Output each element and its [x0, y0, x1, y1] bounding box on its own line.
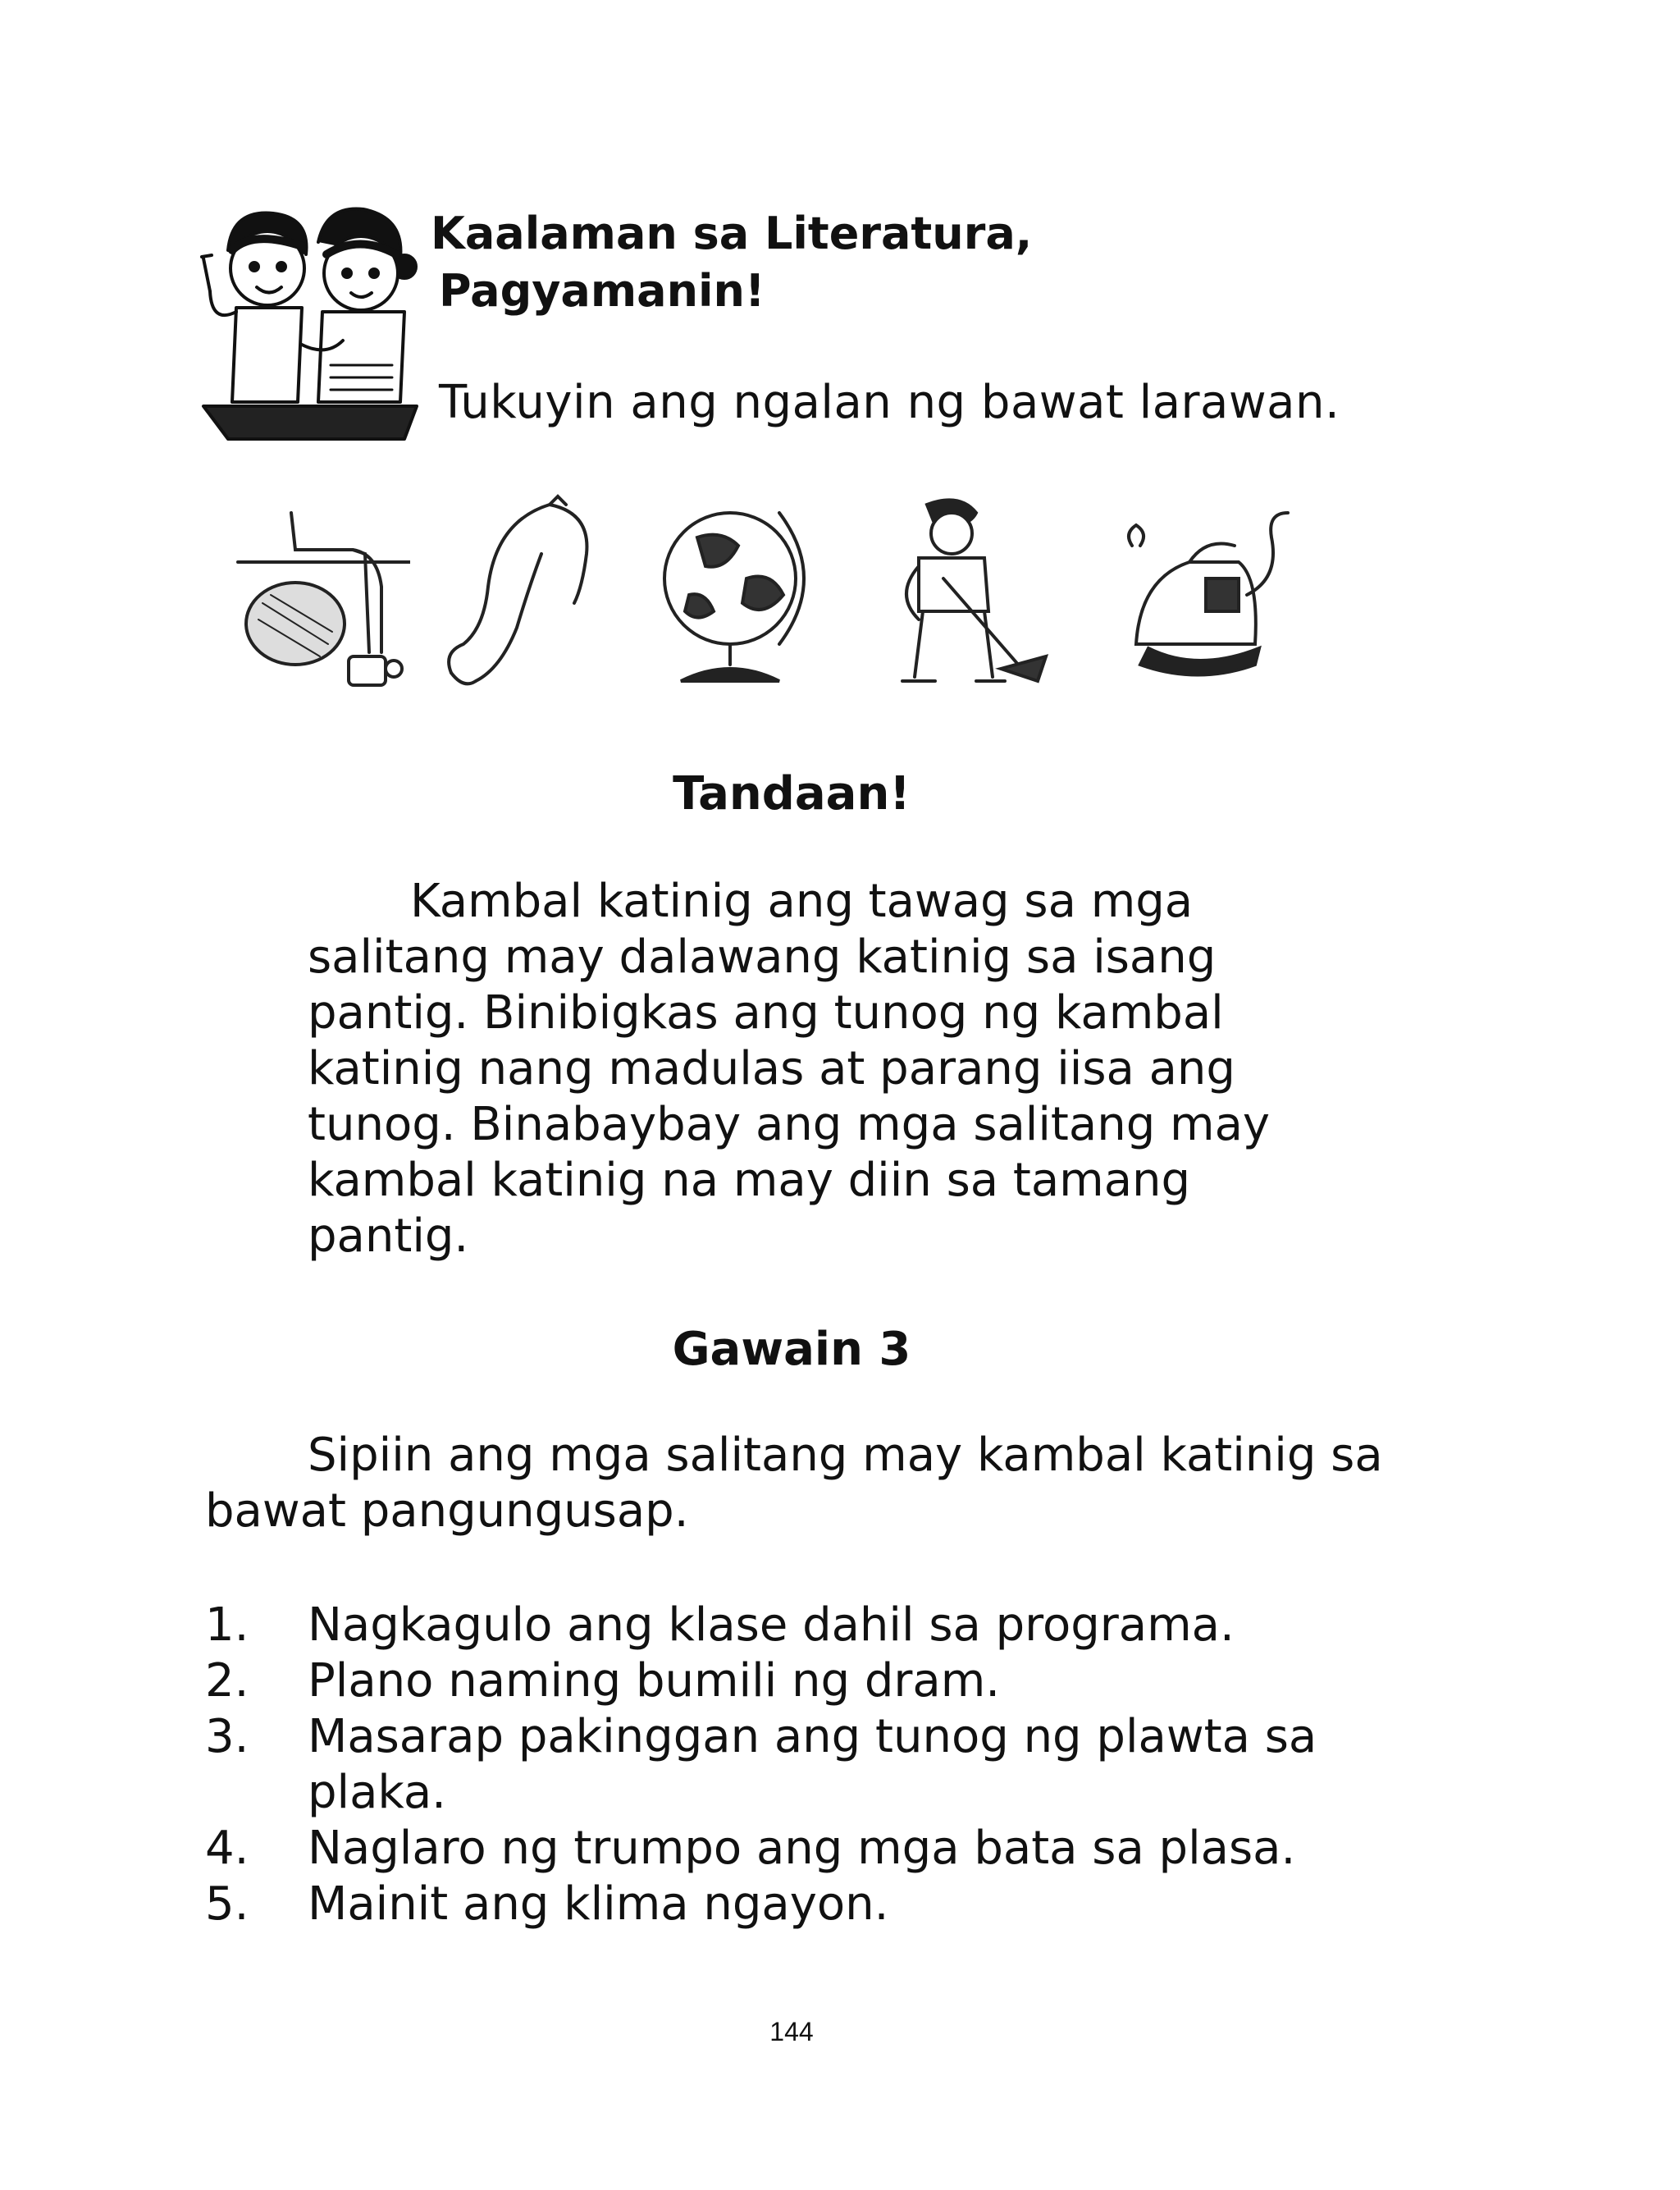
page-number: 144: [769, 2017, 814, 2046]
tandaan-line: pantig. Binibigkas ang tunog ng kambal: [308, 986, 1224, 1040]
item-number: 1.: [205, 1598, 249, 1652]
exercise-list: [205, 1598, 1317, 1932]
item-text: Mainit ang klima ngayon.: [308, 1877, 889, 1931]
item-number: 3.: [205, 1710, 249, 1763]
item-number: 2.: [205, 1654, 249, 1708]
gawain-instruction-line: Sipiin ang mga salitang may kambal katinig sa: [308, 1429, 1383, 1482]
tandaan-line: Kambal katinig ang tawag sa mga: [410, 875, 1194, 928]
tandaan-line: salitang may dalawang katinig sa isang: [308, 930, 1217, 984]
list-item: [205, 1598, 1317, 1653]
item-text: Nagkagulo ang klase dahil sa programa.: [308, 1598, 1235, 1652]
tandaan-line: pantig.: [308, 1209, 469, 1263]
item-text: Plano naming bumili ng dram.: [308, 1654, 1001, 1708]
plantsa-icon: [1116, 488, 1296, 693]
braso-icon: [427, 488, 607, 693]
list-item: [205, 1709, 1317, 1821]
list-item: [205, 1877, 1317, 1932]
item-text: Naglaro ng trumpo ang mga bata sa plasa.: [308, 1822, 1296, 1875]
globo-icon: [648, 488, 829, 693]
gawain-instruction: [205, 1428, 1383, 1539]
list-item: [205, 1653, 1317, 1709]
item-text: Masarap pakinggan ang tunog ng plawta sa: [308, 1710, 1317, 1763]
item-text: plaka.: [308, 1766, 446, 1819]
list-item: [205, 1821, 1317, 1877]
gawain-heading: Gawain 3: [672, 1323, 911, 1376]
tandaan-heading: Tandaan!: [673, 767, 911, 821]
walis-icon: [870, 488, 1050, 693]
item-number: 5.: [205, 1877, 249, 1931]
tandaan-paragraph: [308, 874, 1270, 1264]
tandaan-line: katinig nang madulas at parang iisa ang: [308, 1042, 1235, 1095]
item-number: 4.: [205, 1822, 249, 1875]
section-title-line2: Pagyamanin!: [439, 265, 765, 317]
gawain-instruction-line: bawat pangungusap.: [205, 1484, 689, 1538]
tandaan-line: tunog. Binabaybay ang mga salitang may: [308, 1098, 1271, 1151]
section-title-line1: Kaalaman sa Literatura,: [431, 208, 1033, 259]
tandaan-line: kambal katinig na may diin sa tamang: [308, 1154, 1191, 1207]
gripo-icon: [230, 488, 410, 693]
picture-row: [230, 488, 1321, 702]
two-children-icon: [195, 201, 425, 447]
picture-instruction: Tukuyin ang ngalan ng bawat larawan.: [439, 376, 1340, 429]
section-title: [431, 205, 1032, 320]
